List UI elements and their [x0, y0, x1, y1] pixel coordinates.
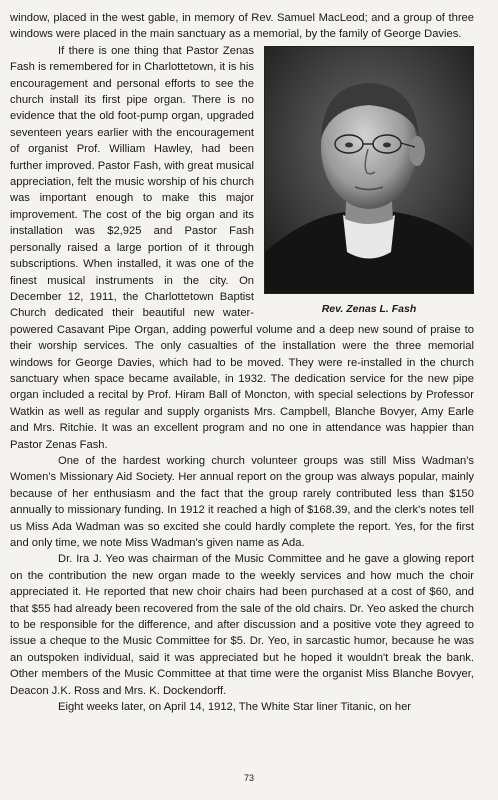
page-number: 73: [243, 773, 254, 783]
portrait-photo: [264, 46, 474, 294]
paragraph-0: window, placed in the west gable, in memory of Rev. Samuel MacLeod; and a group of three windows were placed in the main sanctuary as a memorial, by the family of George Davies.: [10, 12, 474, 41]
paragraph-3: Dr. Ira J. Yeo was chairman of the Music Committee and he gave a glowing report on the contribution the new organ made to the weekly services and how much the choir appreciated it. He reported that new choir chairs had been purchased at a cost of $60, and that $55 had already been recovered from the sale of the old chairs. Dr. Yeo asked the church to be responsible for the difference, and after discussion and a positive vote they agreed to issue a cheque to the Music Committee for $5. Dr. Yeo, in sarcastic humor, because he was an outspoken individual, said it was appreciated but he hoped it wouldn't break the bank. Other members of the Music Committee at that time were the organist Miss Blanche Bovyer, Deacon J.K. Ross and Mrs. K. Dockendorff.: [10, 553, 474, 697]
photo-caption: Rev. Zenas L. Fash: [321, 302, 417, 315]
paragraph-1: If there is one thing that Pastor Zenas Fash is remembered for in Charlottetown, it is his encouragement and personal efforts to see the church install its first pipe organ. There is no evidence that the old foot-pump organ, upgraded seventeen years earlier with the encouragement of organist Prof. William Hawley, had been further improved. Pastor Fash, with great musical appreciation, felt the music worship of his church was important enough to make this major improvement. The cost of the big organ and its installation was $2,925 and Pastor Fash personally raised a large portion of it through subscriptions. When installed, it was one of the finest musical instruments in the city. On December 12, 1911, the Charlottetown Baptist Church dedicated their beautiful new water-powered Casavant Pipe Organ, adding powerful volume and a deep new sound of praise to their worship services. The only casualties of the installation were the three memorial windows for George Davies, which had to be moved. They were re-installed in the church sanctuary when space became available, in 1932. The dedication service for the new pipe organ included a recital by Prof. Hiram Ball of Moncton, with special selections by Professor Watkin as well as regular and supply organists Mrs. Campbell, Blanche Bovyer, Amy Earle and Mrs. Ritchie. It was an excellent program and no one in attendance was happier than Pastor Zenas Fash.: [10, 44, 474, 451]
paragraph-2: One of the hardest working church volunteer groups was still Miss Wadman's Women's Missionary Aid Society. Her annual report on the group was always popular, mainly because of her enthusiasm and the fact that the group rarely contributed less than $150 annually to missionary funding. In 1912 it reached a high of $168.39, and the clerk's notes tell us Miss Ada Wadman was so excited she could hardly complete the report. Yes, for the first and only time, we note Miss Wadman's given name as Ada.: [10, 454, 474, 549]
paragraph-4: Eight weeks later, on April 14, 1912, The White Star liner Titanic, on her: [58, 701, 412, 714]
portrait-figure: [264, 46, 474, 316]
portrait-image: [265, 47, 473, 293]
